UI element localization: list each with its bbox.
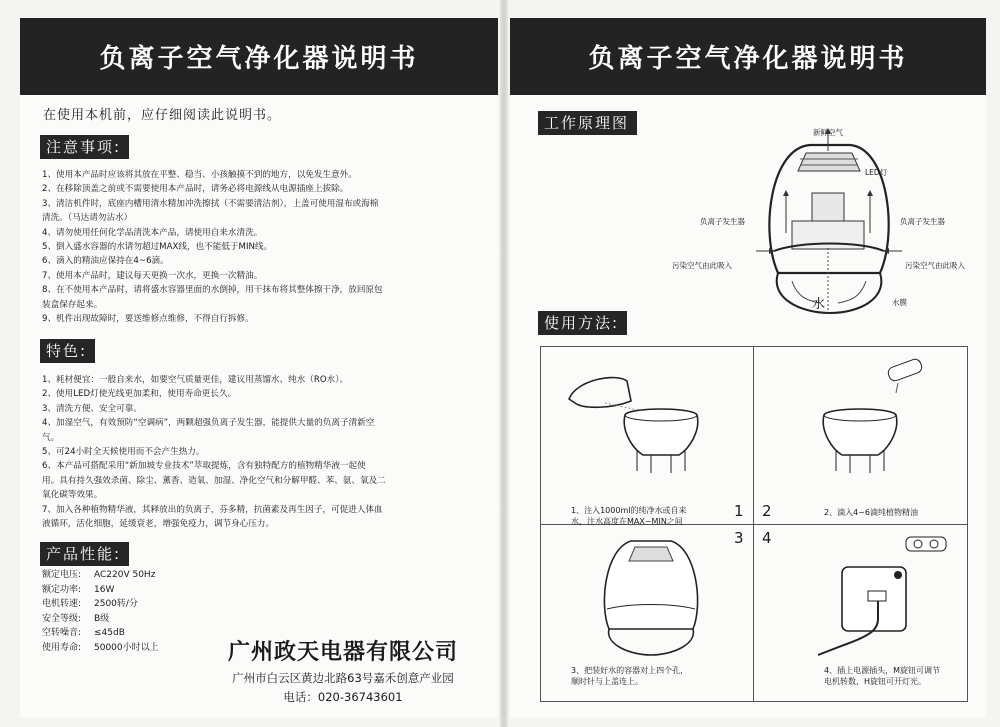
features-heading: 特色: [40,339,95,363]
notices-item: 9、机件出现故障时，要送维修点维修，不得自行拆修。 [42,314,254,325]
notices-item: 2、在移除顶盖之前或不需要使用本产品时，请务必将电源线从电源插座上拔除。 [42,184,349,195]
notices-list [42,168,482,326]
spec-label: 额定电压: [42,570,82,580]
notices-item: 3、清洁机件时，底座内槽用清水精加冲洗擦拭（不需要清洁剂），上盖可使用湿布或海棉 [42,198,379,209]
step-2-number: 2 [762,502,772,520]
spec-label: 使用寿命: [42,642,82,653]
step-3-illustration [591,533,711,663]
features-item: 氧化碳等效果。 [42,490,103,501]
left-title-banner: 负离子空气净化器说明书 [20,18,498,95]
label-fresh-air: 新鲜空气 [813,128,843,137]
step-4-illustration [760,533,960,663]
specs-table [42,568,159,656]
spec-value: 16W [94,584,115,595]
spec-row [42,568,159,583]
label-dirty-right: 污染空气由此吸入 [905,261,965,270]
spec-row [42,626,159,641]
features-item: 用。具有持久强效杀菌、除尘、薰香、造氧、加湿、净化空气和分解甲醛、苯、氨、氧及二 [42,475,386,486]
notices-item: 清洗。（马达请勿沾水） [42,213,133,224]
features-item: 气。 [42,432,60,443]
page-fold [500,0,508,727]
notices-item: 4、请勿使用任何化学品清洗本产品，请使用自来水清洗。 [42,227,263,238]
usage-steps-grid [540,346,968,702]
spec-value: 2500转/分 [94,599,138,610]
label-led: LED灯 [865,168,888,177]
step-2-illustration [760,353,960,483]
company-block [198,635,488,705]
features-list [42,373,482,531]
label-ion-right: 负离子发生器 [900,217,945,226]
spec-row [42,612,159,627]
principle-diagram [672,123,970,323]
spec-label: 额定功率: [42,584,82,595]
spec-label: 安全等级: [42,613,82,624]
spec-label: 空转噪音: [42,628,82,639]
step-4-panel [754,525,967,701]
specs-heading: 产品性能: [40,542,129,566]
notices-item: 1、使用本产品时应该将其放在平整、稳当、小孩触摸不到的地方，以免发生意外。 [42,170,357,180]
notices-item: 7、使用本产品时，建议每天更换一次水，更换一次精油。 [42,270,263,281]
spec-value: ≤45dB [94,628,125,639]
spec-row [42,597,159,612]
step-3-panel [541,525,753,701]
step-3-caption-line2: 顺时针与上盖连上。 [571,677,643,686]
step-1-caption-line2: 水，注水高度在MAX~MIN之间 [571,517,683,526]
notices-item: 装盒保存起来。 [42,299,103,310]
spec-value: AC220V 50Hz [94,570,156,580]
step-2-caption [824,507,964,518]
step-3-caption [571,665,746,687]
step-4-number: 4 [762,529,772,547]
step-3-caption-line1: 3、把装好水的容器对上四个孔， [571,666,689,675]
notices-item: 8、在不使用本产品时，请将盛水容器里面的水倒掉，用干抹布将其整体擦干净，放回原包 [42,285,383,296]
right-page [510,18,986,718]
principle-heading: 工作原理图 [538,111,637,135]
notices-item: 5、倒入盛水容器的水请勿超过MAX线，也不能低于MIN线。 [42,242,273,253]
label-water: 水 [812,297,826,312]
features-item: 液循环，活化细胞，延缓衰老，增强免疫力，调节身心压力。 [42,519,275,530]
step-1-panel [541,347,753,524]
step-2-panel [754,347,967,524]
step-1-caption [571,505,746,527]
step-4-caption [824,665,964,687]
features-item: 1、耗材便宜：一般自来水，如要空气质量更佳，建议用蒸馏水、纯水（RO水）。 [42,375,349,385]
step-3-number: 3 [734,529,744,547]
step-1-illustration [551,353,751,483]
spec-value: 50000小时以上 [94,642,159,653]
intro-text: 在使用本机前，应仔细阅读此说明书。 [43,108,282,123]
label-ion-left: 负离子发生器 [700,217,745,226]
features-item: 4、加湿空气，有效预防“空调病”，两颗超强负离子发生器，能提供大量的负离子清新空 [42,418,375,429]
notices-item: 6、滴入的精油应保持在4~6滴。 [42,256,169,267]
step-4-caption-line2: 电机转数，H旋钮可开灯光。 [824,677,927,686]
left-page [20,18,498,718]
company-name: 广州政天电器有限公司 [227,640,458,665]
label-dirty-left: 污染空气由此吸入 [672,261,732,270]
company-address: 广州市白云区黄边北路63号嘉禾创意产业园 [232,671,454,685]
features-item: 3、清洗方便、安全可靠。 [42,403,142,414]
features-item: 2、使用LED灯使光线更加柔和，使用寿命更长久。 [42,389,237,400]
step-2-caption-line1: 2、滴入4~6滴纯植物精油 [824,508,918,517]
features-item: 7、加入各种植物精华液，其释放出的负离子，芬多精，抗菌素及再生因子，可促进人体血 [42,504,383,515]
spec-label: 电机转速: [42,599,82,610]
spec-row [42,641,159,656]
features-item: 6、本产品可搭配采用“新加坡专业技术”萃取提炼，含有独特配方的植物精华液一起使 [42,461,366,472]
spec-value: B级 [94,613,110,624]
notices-heading: 注意事项: [40,135,129,159]
right-title-banner: 负离子空气净化器说明书 [510,18,986,95]
step-4-caption-line1: 4、插上电源插头，M旋钮可调节 [824,666,940,675]
features-item: 5、可24小时全天候使用而不会产生热力。 [42,447,205,458]
company-phone: 电话：020-36743601 [283,690,403,704]
spec-row [42,583,159,598]
step-1-caption-line1: 1、注入1000ml的纯净水或自来 [571,506,687,515]
usage-heading: 使用方法: [538,311,627,335]
label-water-film: 水膜 [892,298,907,307]
step-1-number: 1 [734,502,744,520]
